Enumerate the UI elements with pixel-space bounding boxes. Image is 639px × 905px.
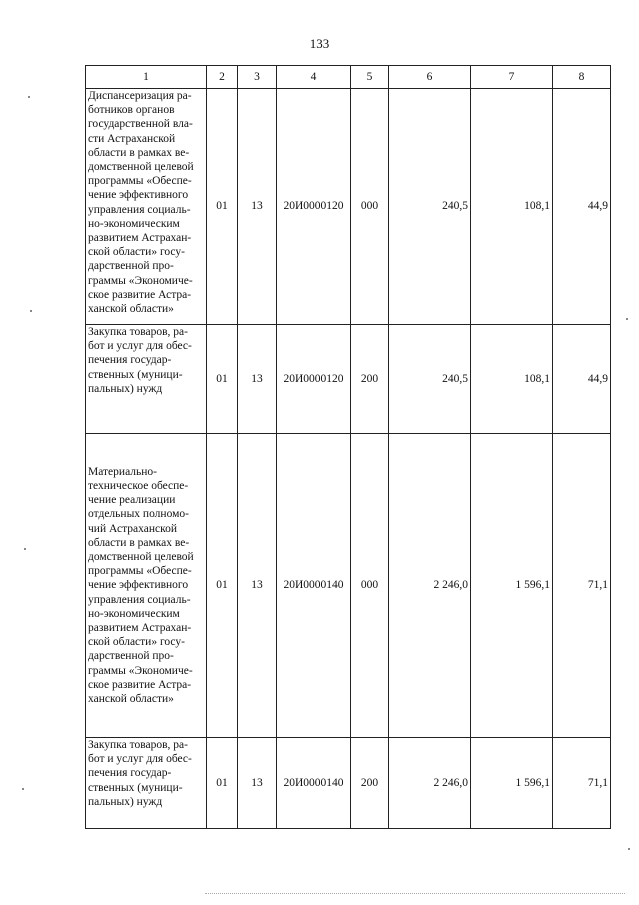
cell-target-article: 20И0000120	[277, 325, 351, 434]
page-number: 133	[309, 36, 330, 51]
row-name-line: бот и услуг для обес-	[88, 753, 192, 766]
header-col-6: 6	[389, 66, 471, 89]
row-name-line: ское развитие Астра-	[88, 288, 192, 301]
row-name-line: Материально-	[88, 465, 157, 478]
cell-col7-value: 1 596,1	[471, 738, 553, 829]
row-name-line: ское развитие Астра-	[88, 678, 192, 691]
row-name-line: но-экономическим	[88, 607, 180, 620]
scan-dot	[628, 848, 630, 850]
row-name-line: ской области» госу-	[88, 636, 185, 649]
cell-subsection: 13	[238, 325, 277, 434]
table-row	[86, 325, 611, 434]
row-name-line: государственной вла-	[88, 118, 193, 131]
row-name	[86, 434, 207, 738]
row-name-line: области в рамках ве-	[88, 146, 190, 159]
row-name-line: управления социаль-	[88, 593, 191, 606]
cell-col8-value: 44,9	[553, 89, 611, 325]
row-name-line: бот и услуг для обес-	[88, 340, 192, 353]
header-col-3: 3	[238, 66, 277, 89]
row-name-line: ской области» госу-	[88, 246, 185, 259]
row-name	[86, 89, 207, 325]
cell-section: 01	[207, 89, 238, 325]
row-name-line: программы «Обеспе-	[88, 175, 192, 188]
row-name-line: граммы «Экономиче-	[88, 274, 193, 287]
row-name-line: дарственной про-	[88, 260, 174, 273]
table-row	[86, 434, 611, 738]
table-row	[86, 738, 611, 829]
table-header-row	[86, 66, 611, 89]
cell-section: 01	[207, 434, 238, 738]
row-name	[86, 325, 207, 434]
row-name-line: ханской области»	[88, 693, 174, 706]
scan-dot	[22, 788, 24, 790]
row-name-line: отдельных полномо-	[88, 508, 189, 521]
row-name-line: домственной целевой	[88, 161, 194, 174]
cell-expense-type: 000	[351, 434, 389, 738]
scan-dot	[30, 310, 32, 312]
row-name-line: ственных (муници-	[88, 781, 183, 794]
cell-target-article: 20И0000140	[277, 738, 351, 829]
cell-subsection: 13	[238, 434, 277, 738]
scan-dot	[626, 318, 628, 320]
row-name-line: чий Астраханской	[88, 522, 177, 535]
row-name-line: пальных) нужд	[88, 382, 163, 395]
header-col-4: 4	[277, 66, 351, 89]
row-name-line: ханской области»	[88, 303, 174, 316]
row-name-line: области в рамках ве-	[88, 536, 190, 549]
cell-col6-value: 240,5	[389, 89, 471, 325]
header-col-2: 2	[207, 66, 238, 89]
row-name-line: но-экономическим	[88, 217, 180, 230]
table-row	[86, 89, 611, 325]
cell-col7-value: 1 596,1	[471, 434, 553, 738]
row-name-line: Закупка товаров, ра-	[88, 739, 188, 751]
row-name-line: Закупка товаров, ра-	[88, 326, 188, 338]
cell-target-article: 20И0000120	[277, 89, 351, 325]
row-name-line: ботников органов	[88, 104, 175, 117]
row-name-line: граммы «Экономиче-	[88, 664, 193, 677]
row-name-line: техническое обеспе-	[88, 479, 189, 492]
cell-col6-value: 2 246,0	[389, 738, 471, 829]
row-name-line: чение эффективного	[88, 579, 189, 592]
cell-subsection: 13	[238, 89, 277, 325]
row-name-line: дарственной про-	[88, 650, 174, 663]
row-name-line: ственных (муници-	[88, 368, 183, 381]
row-name-line: сти Астраханской	[88, 132, 176, 145]
row-name-line: пальных) нужд	[88, 795, 163, 808]
row-name-line: развитием Астрахан-	[88, 622, 192, 634]
row-name-line: управления социаль-	[88, 203, 191, 216]
scan-dot	[24, 548, 26, 550]
row-name	[86, 738, 207, 829]
cell-col7-value: 108,1	[471, 89, 553, 325]
cell-expense-type: 200	[351, 325, 389, 434]
header-col-5: 5	[351, 66, 389, 89]
row-name-line: развитием Астрахан-	[88, 232, 192, 245]
cell-col8-value: 44,9	[553, 325, 611, 434]
cell-col6-value: 240,5	[389, 325, 471, 434]
row-name-line: домственной целевой	[88, 550, 194, 563]
header-col-8: 8	[553, 66, 611, 89]
cell-section: 01	[207, 325, 238, 434]
cell-subsection: 13	[238, 738, 277, 829]
row-name-line: Диспансеризация ра-	[88, 90, 192, 102]
cell-col8-value: 71,1	[553, 434, 611, 738]
cell-col8-value: 71,1	[553, 738, 611, 829]
header-col-1: 1	[86, 66, 207, 89]
budget-table	[85, 65, 611, 829]
row-name-line: чение реализации	[88, 494, 176, 507]
row-name-line: печения государ-	[88, 354, 172, 367]
row-name-line: программы «Обеспе-	[88, 565, 192, 578]
cell-expense-type: 200	[351, 738, 389, 829]
header-col-7: 7	[471, 66, 553, 89]
cell-section: 01	[207, 738, 238, 829]
cell-col7-value: 108,1	[471, 325, 553, 434]
cell-expense-type: 000	[351, 89, 389, 325]
cell-target-article: 20И0000140	[277, 434, 351, 738]
scan-dot	[28, 96, 30, 98]
row-name-line: печения государ-	[88, 767, 172, 780]
row-name-line: чение эффективного	[88, 189, 189, 202]
cell-col6-value: 2 246,0	[389, 434, 471, 738]
scan-edge-line	[205, 893, 625, 894]
